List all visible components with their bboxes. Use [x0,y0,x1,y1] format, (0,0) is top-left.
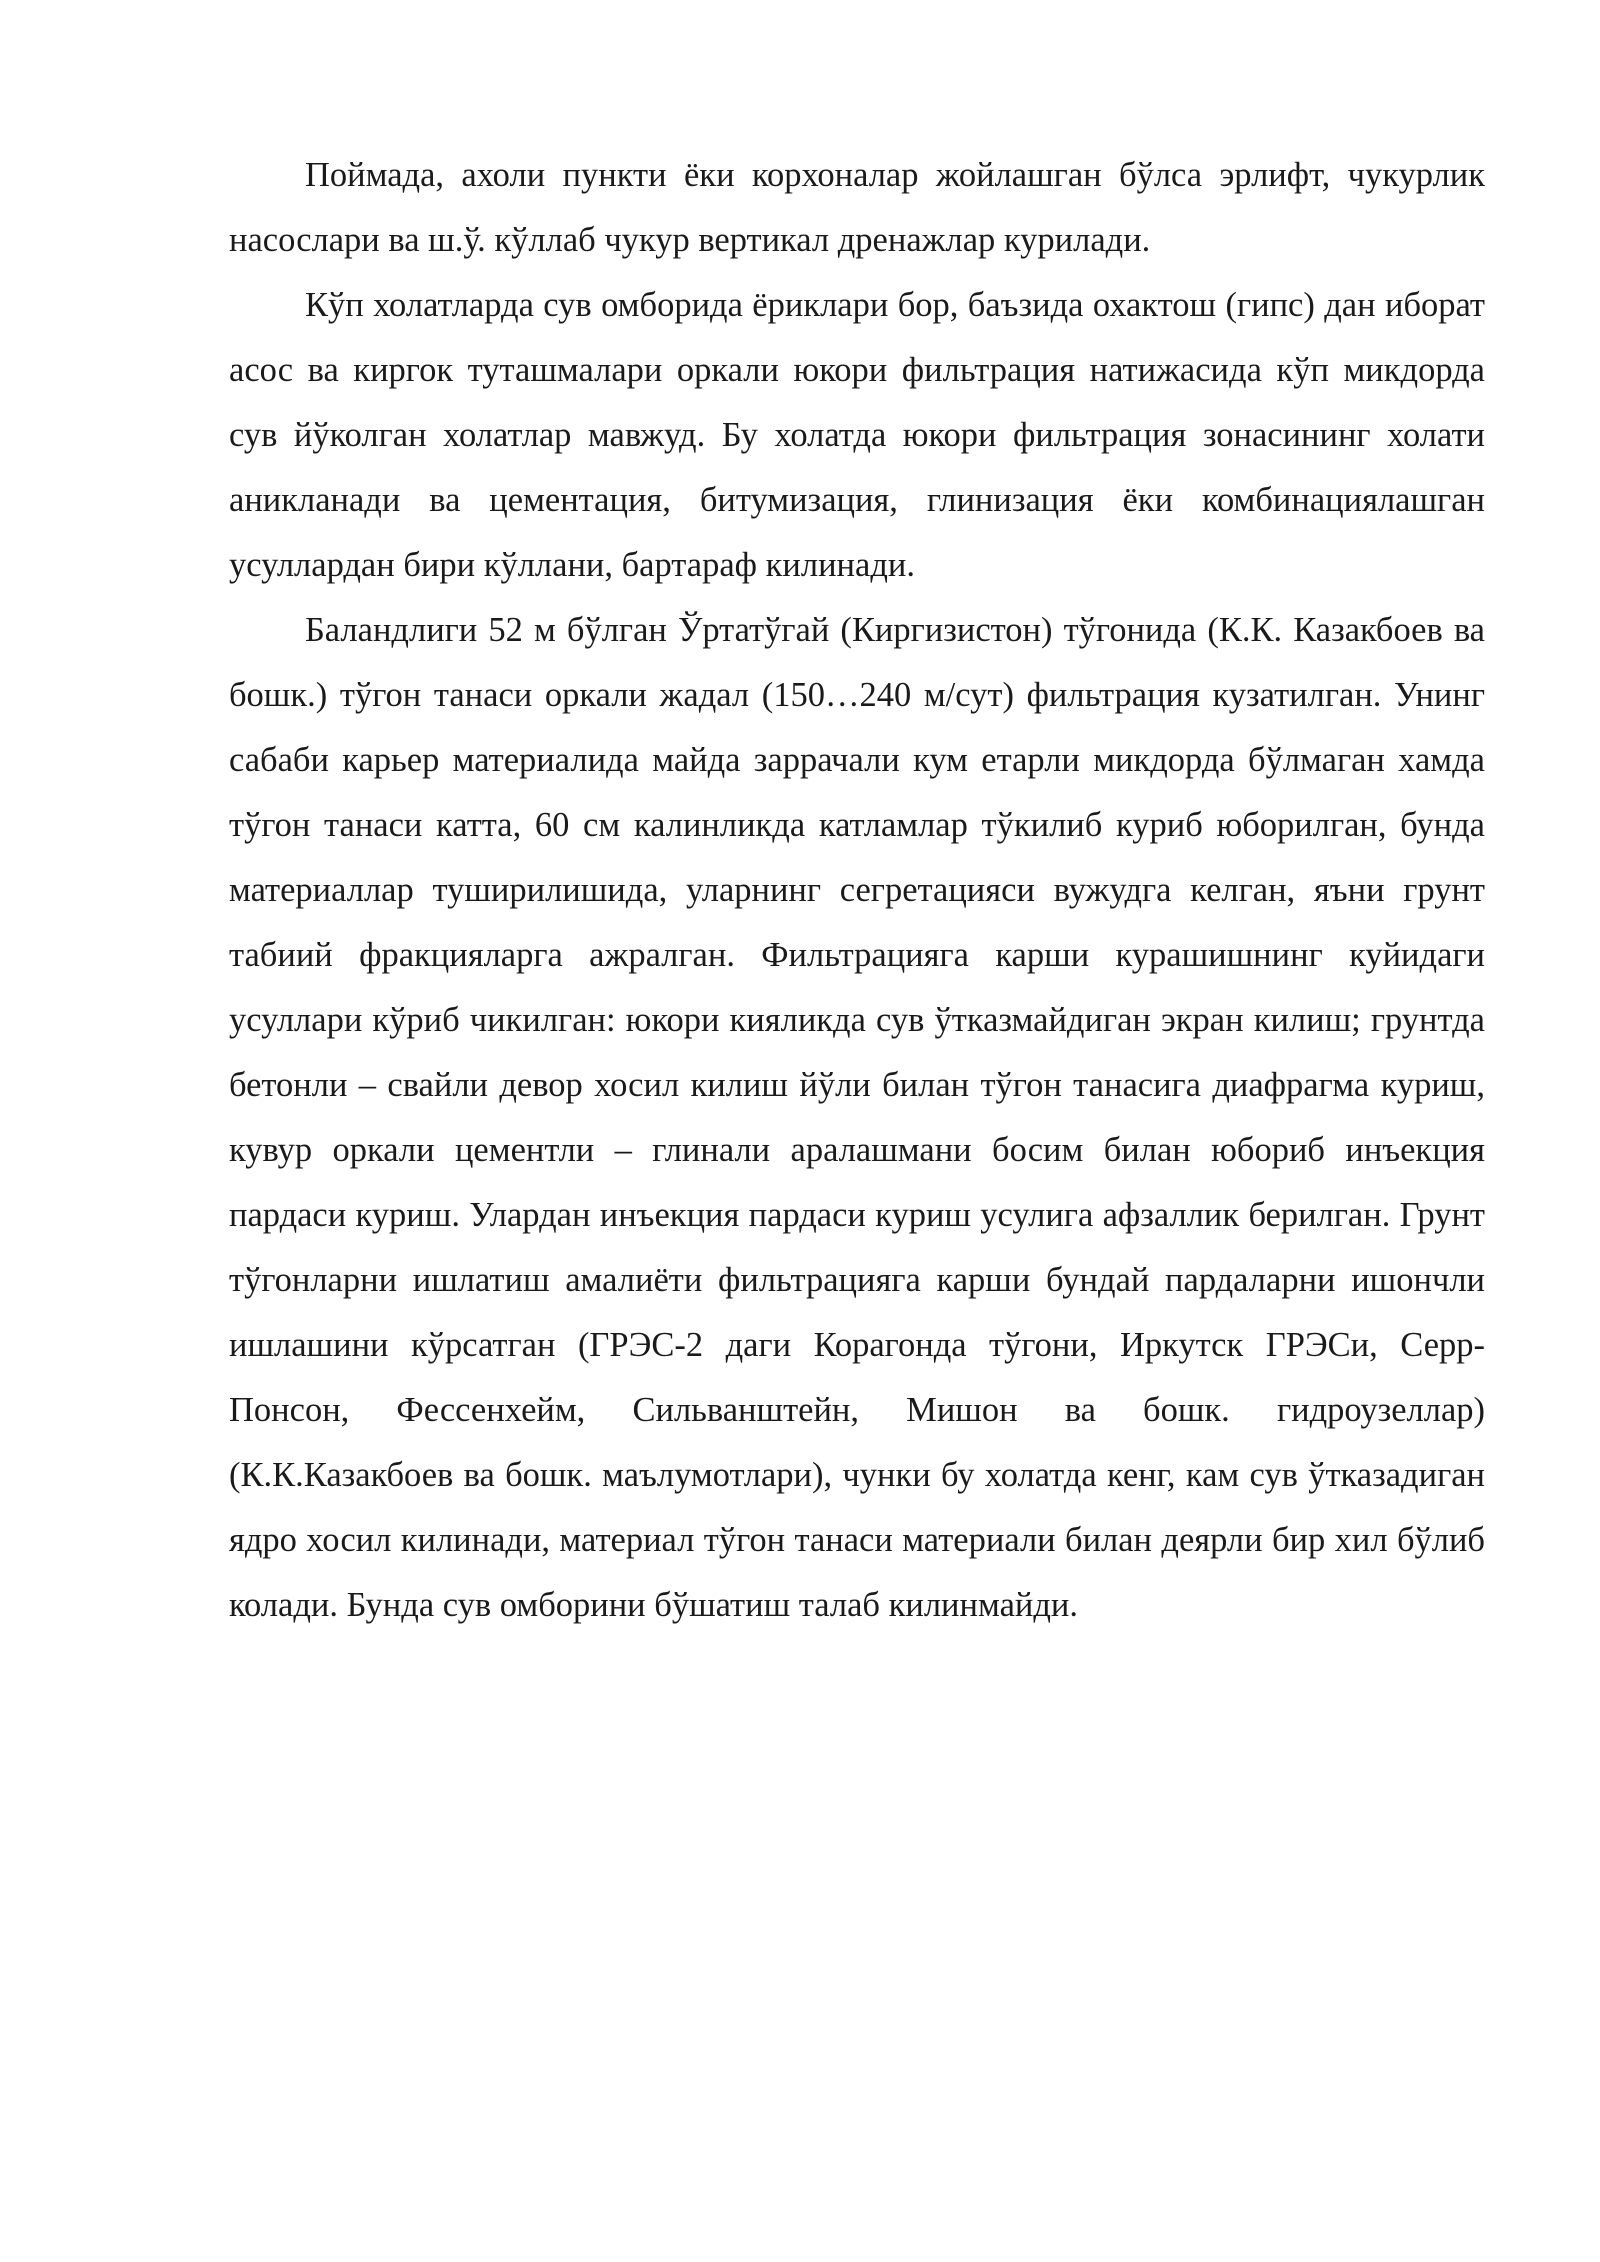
paragraph-3: Баландлиги 52 м бўлган Ўртатўгай (Киргизистон) тўгонида (К.К. Казакбоев ва бошк.) тўгон танаси оркали жадал (150…240 м/сут) фильтрация кузатилган. Унинг сабаби карьер материалида майда заррачали кум етарли микдорда бўлмаган хамда тўгон танаси катта, 60 см калинликда катламлар тўкилиб куриб юборилган, бунда материаллар туширилишида, уларнинг сегретацияси вужудга келган, яъни грунт табиий фракцияларга ажралган. Фильтрацияга карши курашишнинг куйидаги усуллари кўриб чикилган: юкори кияликда сув ўтказмайдиган экран килиш; грунтда бетонли – свайли девор хосил килиш йўли билан тўгон танасига диафрагма куриш, кувур оркали цементли – глинали аралашмани босим билан юбориб инъекция пардаси куриш. Улардан инъекция пардаси куриш усулига афзаллик берилган. Грунт тўгонларни ишлатиш амалиёти фильтрацияга карши бундай пардаларни ишончли ишлашини кўрсатган (ГРЭС-2 даги Корагонда тўгони, Иркутск ГРЭСи, Серр-Понсон, Фессенхейм, Сильванштейн, Мишон ва бошк. гидроузеллар) (К.К.Казакбоев ва бошк. маълумотлари), чунки бу холатда кенг, кам сув ўтказадиган ядро хосил килинади, материал тўгон танаси материали билан деярли бир хил бўлиб колади. Бунда сув омборини бўшатиш талаб килинмайди. [229,611,1485,1624]
document-body [229,143,1485,1638]
paragraph-1: Поймада, ахоли пункти ёки корхоналар жойлашган бўлса эрлифт, чукурлик насослари ва ш.ў. кўллаб чукур вертикал дренажлар курилади. [229,156,1485,259]
paragraph-2: Кўп холатларда сув омборида ёриклари бор, баъзида охактош (гипс) дан иборат асос ва киргок туташмалари оркали юкори фильтрация натижасида кўп микдорда сув йўколган холатлар мавжуд. Бу холатда юкори фильтрация зонасининг холати аникланади ва цементация, битумизация, глинизация ёки комбинациялашган усуллардан бири кўллани, бартараф килинади. [229,286,1485,584]
